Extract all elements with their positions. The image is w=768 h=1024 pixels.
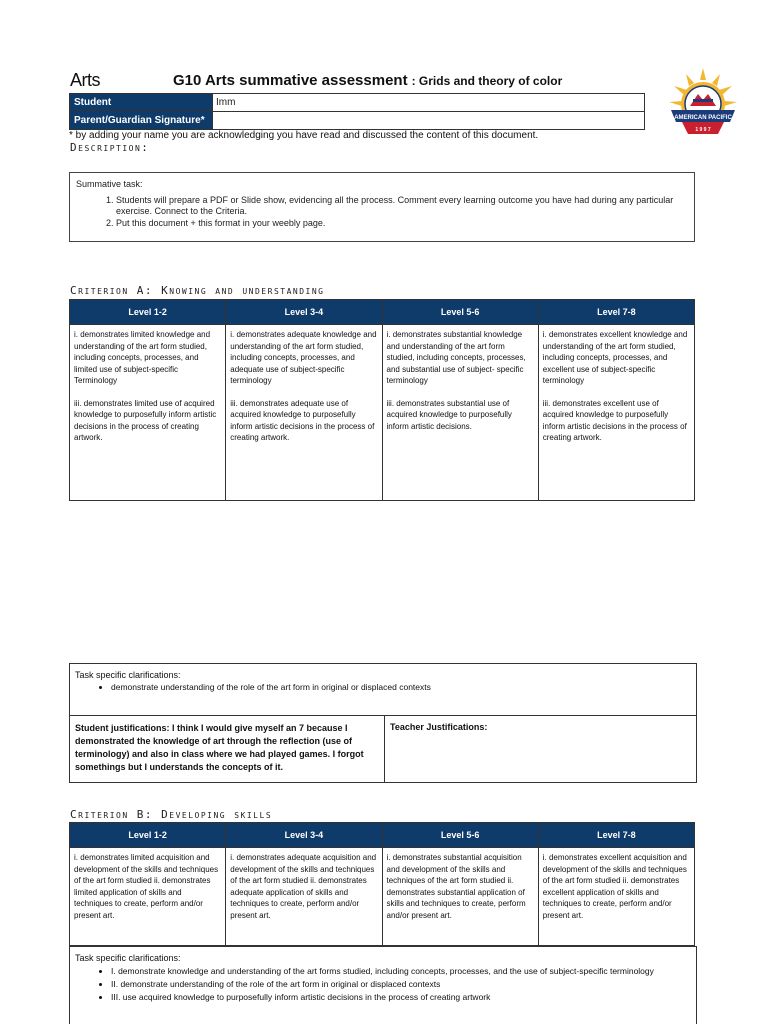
descriptor-iii: iii. demonstrates adequate use of acquired knowledge to purposefully inform artistic decisions in the process of creating artwork. [230,398,375,442]
clarifications-label: Task specific clarifications: [75,953,181,963]
description-intro: Summative task: [76,179,143,189]
criterion-a-title: Criterion A: Knowing and understanding [70,284,325,297]
acknowledgement-note: * by adding your name you are acknowledging you have read and discussed the content of this document. [69,130,539,141]
description-item: 1. Students will prepare a PDF or Slide show, evidencing all the process. Comment every learning outcome you have had during any particular exercise. Connect to the Criteria. [116,195,688,217]
teacher-justification[interactable]: Teacher Justifications: [390,722,488,732]
rubric-cell: i. demonstrates limited acquisition and development of the skills and techniques of the art form studied ii. demonstrates limited application of skills and techniques to create, perform and/or present art. [70,848,226,946]
logo-text: AMERICAN PACIFIC [674,115,732,121]
level-header: Level 5-6 [382,823,538,848]
rubric-cell [226,325,382,501]
level-header: Level 3-4 [226,300,382,325]
rubric-cell: i. demonstrates excellent acquisition and development of the skills and techniques of the art form studied ii. demonstrates excellent application of skills and techniques to create, perform and/or present art. [538,848,694,946]
logo-year: 1 9 9 7 [695,127,711,133]
criterion-b-title: Criterion B: Developing skills [70,808,273,821]
student-info-table [69,93,645,130]
rubric-cell [538,325,694,501]
descriptor-iii: iii. demonstrates limited use of acquired knowledge to purposefully inform artistic decisions in the process of creating artwork. [74,398,217,442]
criterion-b-rubric [69,822,695,946]
level-header: Level 3-4 [226,823,382,848]
rubric-cell [70,325,226,501]
student-justification[interactable]: Student justifications: I think I would give myself an 7 because I demonstrated the knowledge of art through the reflection (use of terminology) and also in class where we had played games. I forgot somethings but I understands the concepts of it. [70,716,385,783]
clarification-item: • II. demonstrate understanding of the role of the art form in original or displaced contexts [111,978,691,991]
description-box [69,172,695,242]
justifications-row [70,716,696,783]
level-header: Level 1-2 [70,300,226,325]
title-text: G10 Arts summative assessment [173,72,408,89]
student-field[interactable]: Imm [213,94,645,112]
level-header: Level 7-8 [538,300,694,325]
clarification-item: • demonstrate understanding of the role of the art form in original or displaced contexts [111,682,691,692]
student-label: Student [70,94,213,112]
subject-label: Arts [70,70,101,90]
description-item: 2. Put this document + this format in your weebly page. [116,218,688,229]
rubric-cell: i. demonstrates adequate acquisition and development of the skills and techniques of the art form studied ii. demonstrates adequate application of skills and techniques to create, perform and/or present art. [226,848,382,946]
criterion-b-clarifications [69,946,697,1024]
american-pacific-school-crest-icon [668,66,738,140]
descriptor-i: i. demonstrates substantial knowledge and understanding of the art form studied, including concepts, processes, and substantial use of subject- specific terminology [386,330,526,385]
descriptor-i: i. demonstrates adequate knowledge and understanding of the art form studied, including concepts, processes, and adequate use of subject-specific terminology [230,330,377,385]
task-clarifications [70,664,696,716]
title-subtitle: : Grids and theory of color [411,74,563,88]
level-header: Level 7-8 [538,823,694,848]
signature-label: Parent/Guardian Signature* [70,112,213,130]
description-list [76,195,688,229]
clarifications-label: Task specific clarifications: [75,670,181,680]
signature-field[interactable] [213,112,645,130]
description-title: Description: [70,141,150,154]
descriptor-iii: iii. demonstrates substantial use of acquired knowledge to purposefully inform artistic decisions. [386,398,512,431]
clarifications-list [75,682,691,692]
criterion-a-clarifications [69,663,697,783]
clarifications-list [75,965,691,1004]
descriptor-iii: iii. demonstrates excellent use of acquired knowledge to purposefully inform artistic decisions in the process of creating artwork. [542,398,687,442]
level-header: Level 5-6 [382,300,538,325]
descriptor-i: i. demonstrates limited knowledge and understanding of the art form studied, including concepts, processes, and limited use of subject-specific Terminology [74,330,211,385]
criterion-a-rubric [69,299,695,501]
level-header: Level 1-2 [70,823,226,848]
rubric-cell [382,325,538,501]
clarification-item: • I. demonstrate knowledge and understanding of the art forms studied, including concepts, processes, and the use of subject-specific terminology [111,965,691,978]
rubric-cell: i. demonstrates substantial acquisition and development of the skills and techniques of the art form studied ii. demonstrates substantial application of skills and techniques to create, perform and/or present art. [382,848,538,946]
clarification-item: • III. use acquired knowledge to purposefully inform artistic decisions in the process of creating artwork [111,991,691,1004]
descriptor-i: i. demonstrates excellent knowledge and understanding of the art form studied, including concepts, processes, and excellent use of subject-specific terminology [542,330,688,385]
document-title [173,72,562,89]
